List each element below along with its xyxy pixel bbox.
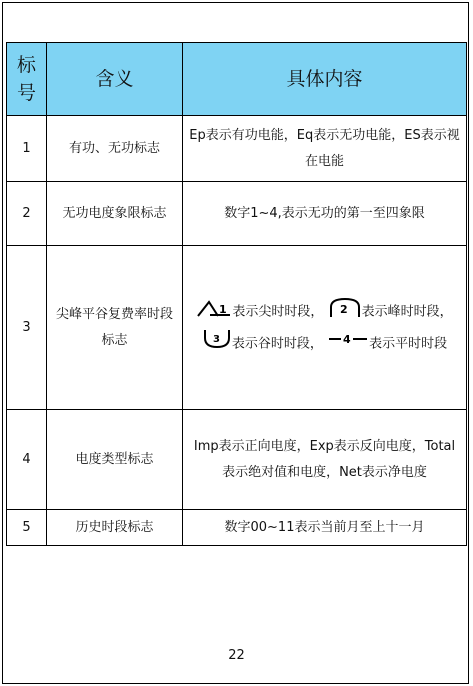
sym3-text: 表示谷时时段， (231, 336, 323, 351)
table-row (7, 116, 467, 182)
table-row (7, 410, 467, 510)
row-number: 3 (7, 246, 47, 410)
spec-table (6, 42, 467, 546)
header-content: 具体内容 (183, 43, 467, 116)
row-number: 4 (7, 410, 47, 510)
row-meaning: 尖峰平谷复费率时段标志 (47, 246, 183, 410)
page-number: 22 (228, 648, 245, 663)
row-content (183, 246, 467, 410)
row-meaning: 电度类型标志 (47, 410, 183, 510)
sym4-label: 4 (343, 332, 351, 346)
row-meaning: 有功、无功标志 (47, 116, 183, 182)
row-number: 5 (7, 510, 47, 546)
row-content: Imp表示正向电度，Exp表示反向电度，Total表示绝对值和电度，Net表示净电度 (183, 410, 467, 510)
row-number: 2 (7, 182, 47, 246)
row-meaning: 无功电度象限标志 (47, 182, 183, 246)
sym1-label: 1 (219, 302, 228, 316)
sharp-peak-symbol-icon (196, 296, 232, 328)
row-number: 1 (7, 116, 47, 182)
table-header-row (7, 43, 467, 116)
header-meaning: 含义 (47, 43, 183, 116)
sym3-label: 3 (212, 333, 220, 345)
sym4-text: 表示平时时段 (369, 336, 448, 351)
sym1-text: 表示尖时时段， (232, 304, 324, 319)
row-content: 数字1~4,表示无功的第一至四象限 (183, 182, 467, 246)
valley-symbol-icon (202, 328, 232, 360)
row-content: Ep表示有功电能，Eq表示无功电能，ES表示视在电能 (183, 116, 467, 182)
header-num: 标号 (7, 43, 47, 116)
peak-symbol-icon (328, 296, 362, 328)
flat-symbol-icon (327, 328, 369, 360)
table-row (7, 246, 467, 410)
table-row (7, 182, 467, 246)
row-meaning: 历史时段标志 (47, 510, 183, 546)
sym2-text: 表示峰时时段， (361, 304, 453, 319)
sym2-label: 2 (339, 302, 348, 316)
table-row (7, 510, 467, 546)
row-content: 数字00~11表示当前月至上十一月 (183, 510, 467, 546)
